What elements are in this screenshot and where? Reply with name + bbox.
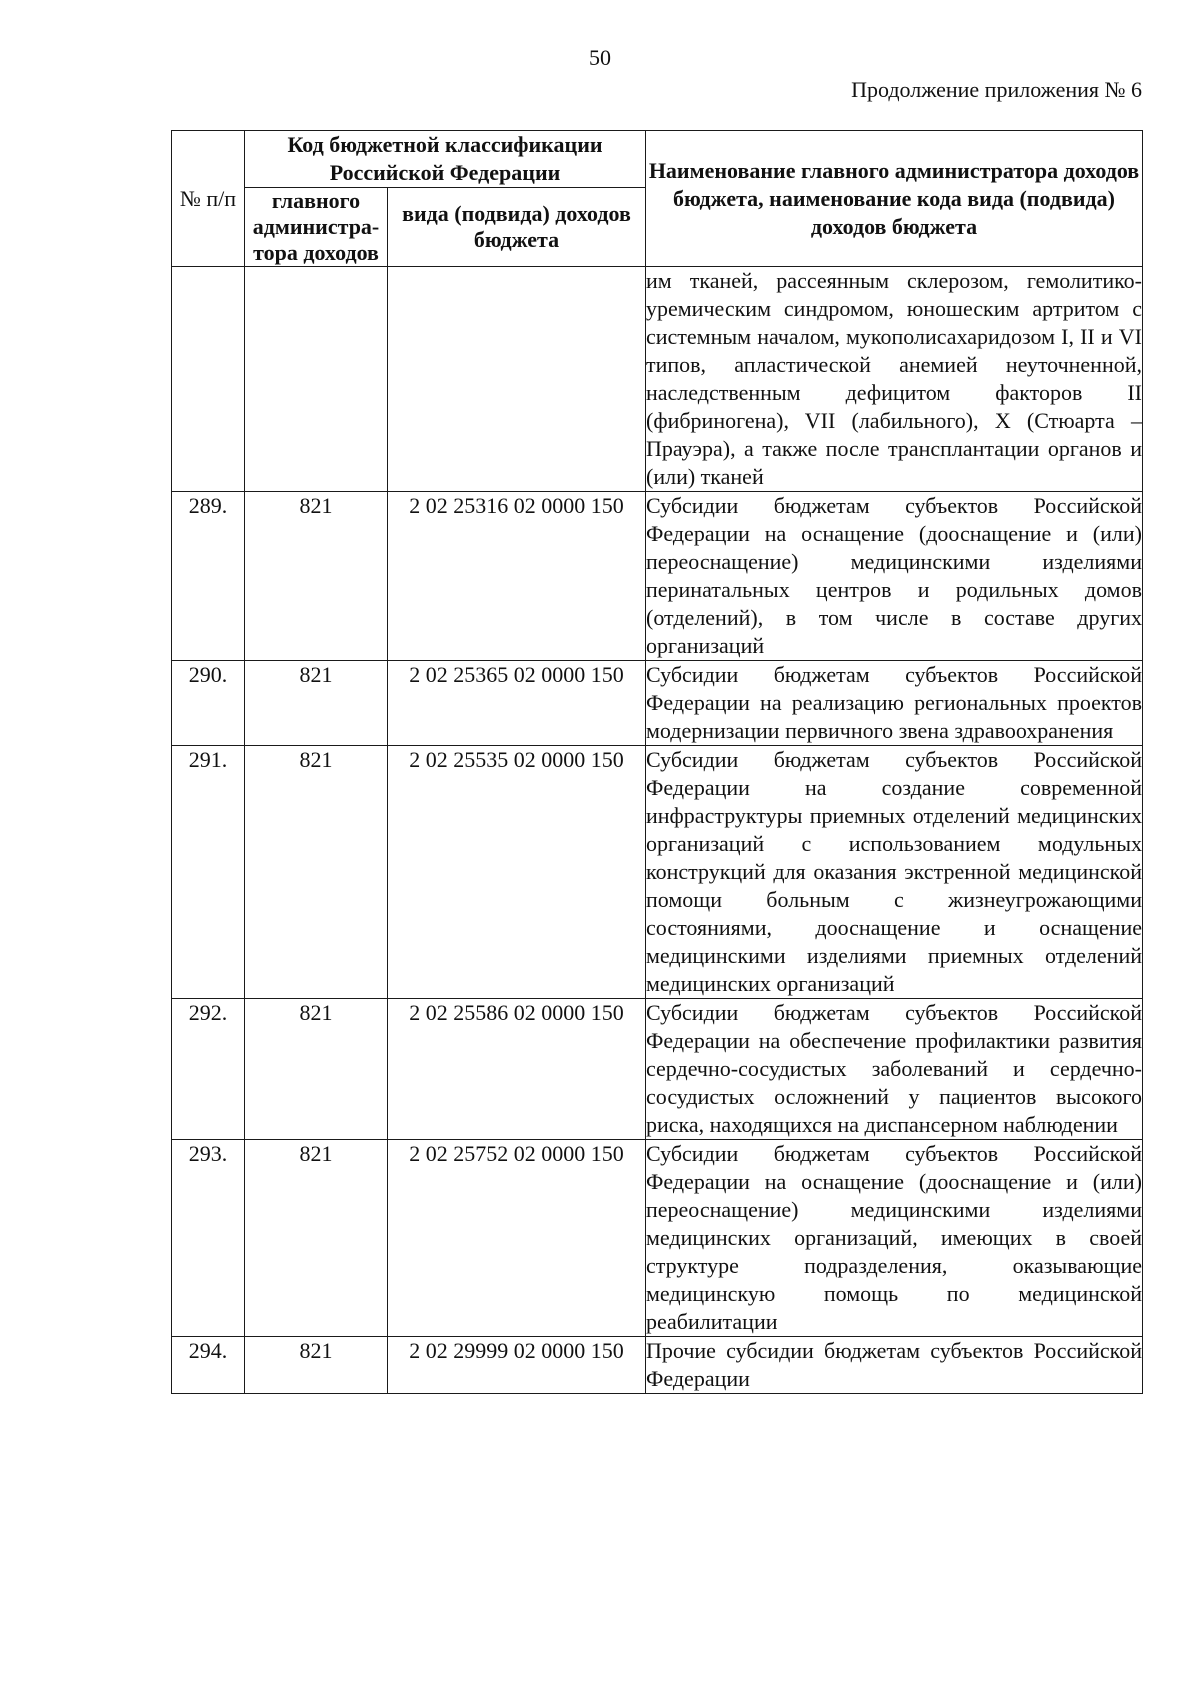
revenue-name: Субсидии бюджетам субъектов Российской Федерации на оснащение (дооснащение и (или) переоснащение) медицинскими изделиями медицинских организаций, имеющих в своей структуре подразделения, оказывающие медицинскую помощь по медицинской реабилитации bbox=[646, 1140, 1143, 1337]
administrator-code: 821 bbox=[245, 1140, 388, 1337]
table-row bbox=[172, 999, 1143, 1140]
row-number: 293. bbox=[172, 1140, 245, 1337]
row-number: 290. bbox=[172, 661, 245, 746]
administrator-code: 821 bbox=[245, 1337, 388, 1394]
row-number bbox=[172, 267, 245, 492]
revenue-code: 2 02 25586 02 0000 150 bbox=[388, 999, 646, 1140]
revenue-name: Субсидии бюджетам субъектов Российской Федерации на оснащение (дооснащение и (или) переоснащение) медицинскими изделиями перинатальных центров и родильных домов (отделений), в том числе в составе других организаций bbox=[646, 492, 1143, 661]
table-row bbox=[172, 492, 1143, 661]
revenue-name: им тканей, рассеянным склерозом, гемолитико-уремическим синдромом, юношеским артритом с системным началом, мукополисахаридозом I, II и VI типов, апластической анемией неуточненной, наследственным дефицитом факторов II (фибриногена), VII (лабильного), X (Стюарта – Прауэра), а также после трансплантации органов и (или) тканей bbox=[646, 267, 1143, 492]
table-row bbox=[172, 746, 1143, 999]
revenue-code: 2 02 25535 02 0000 150 bbox=[388, 746, 646, 999]
table-row bbox=[172, 1337, 1143, 1394]
revenue-code: 2 02 25752 02 0000 150 bbox=[388, 1140, 646, 1337]
header-budget-classification-code: Код бюджетной классификации Российской Федерации bbox=[245, 131, 646, 188]
header-administrator-name: Наименование главного администратора доходов бюджета, наименование кода вида (подвида) доходов бюджета bbox=[646, 131, 1143, 267]
administrator-code: 821 bbox=[245, 999, 388, 1140]
revenue-code: 2 02 29999 02 0000 150 bbox=[388, 1337, 646, 1394]
table-body bbox=[172, 267, 1143, 1394]
table-header bbox=[172, 131, 1143, 267]
revenue-code bbox=[388, 267, 646, 492]
administrator-code: 821 bbox=[245, 746, 388, 999]
page-number: 50 bbox=[589, 45, 611, 70]
revenue-name: Прочие субсидии бюджетам субъектов Российской Федерации bbox=[646, 1337, 1143, 1394]
revenue-code: 2 02 25365 02 0000 150 bbox=[388, 661, 646, 746]
revenue-code: 2 02 25316 02 0000 150 bbox=[388, 492, 646, 661]
table-row bbox=[172, 1140, 1143, 1337]
row-number: 289. bbox=[172, 492, 245, 661]
administrator-code: 821 bbox=[245, 492, 388, 661]
table-row bbox=[172, 661, 1143, 746]
revenue-name: Субсидии бюджетам субъектов Российской Федерации на реализацию региональных проектов модернизации первичного звена здравоохранения bbox=[646, 661, 1143, 746]
header-chief-administrator-code: главного администра-тора доходов bbox=[245, 188, 388, 267]
table-row bbox=[172, 267, 1143, 492]
revenue-classification-table bbox=[171, 130, 1143, 1394]
header-row-number: № п/п bbox=[172, 131, 245, 267]
row-number: 294. bbox=[172, 1337, 245, 1394]
revenue-name: Субсидии бюджетам субъектов Российской Федерации на обеспечение профилактики развития сердечно-сосудистых заболеваний и сердечно-сосудистых осложнений у пациентов высокого риска, находящихся на диспансерном наблюдении bbox=[646, 999, 1143, 1140]
administrator-code: 821 bbox=[245, 661, 388, 746]
revenue-name: Субсидии бюджетам субъектов Российской Федерации на создание современной инфраструктуры приемных отделений медицинских организаций с использованием модульных конструкций для оказания экстренной медицинской помощи больным с жизнеугрожающими состояниями, дооснащение и оснащение медицинскими изделиями приемных отделений медицинских организаций bbox=[646, 746, 1143, 999]
row-number: 292. bbox=[172, 999, 245, 1140]
header-revenue-type-code: вида (подвида) доходов бюджета bbox=[388, 188, 646, 267]
row-number: 291. bbox=[172, 746, 245, 999]
appendix-continuation-label: Продолжение приложения № 6 bbox=[851, 77, 1142, 102]
administrator-code bbox=[245, 267, 388, 492]
